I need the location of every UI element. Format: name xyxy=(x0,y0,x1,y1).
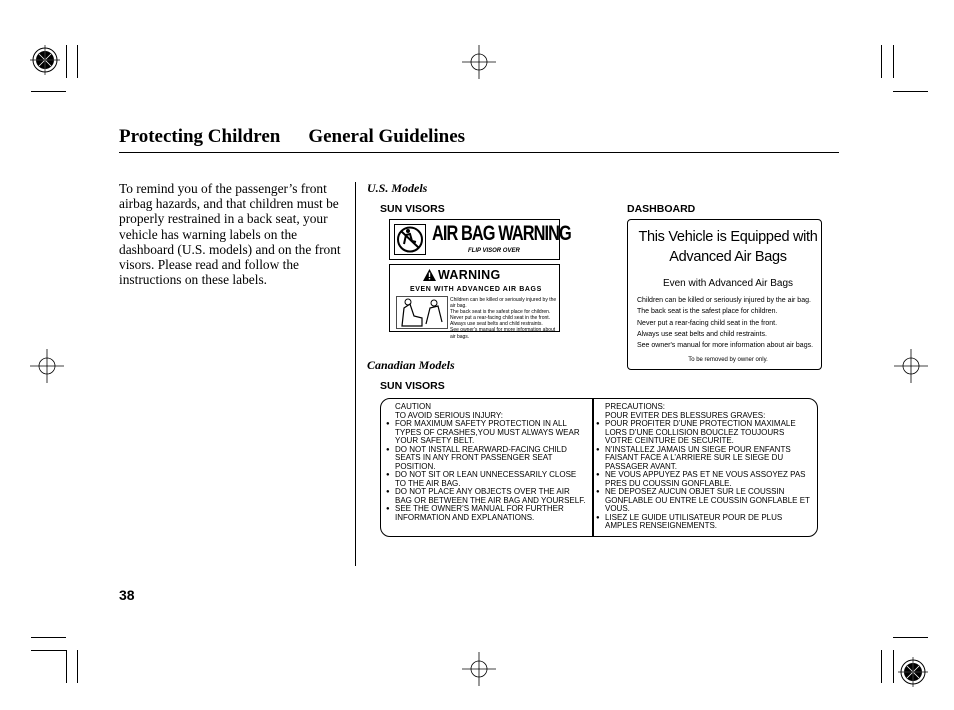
warning-line: Always use seat belts and child restraints. xyxy=(450,321,543,328)
dashboard-card-note: To be removed by owner only. xyxy=(688,357,768,363)
warning-triangle-icon xyxy=(423,269,436,281)
warning-line: The back seat is the safest place for children. xyxy=(450,309,551,316)
caution-heading: CAUTION xyxy=(395,402,431,411)
caution-item: ● DO NOT INSTALL REARWARD-FACING CHILD SEATS IN ANY FRONT PASSENGER SEAT POSITION. xyxy=(386,446,586,472)
caution-intro: TO AVOID SERIOUS INJURY: xyxy=(395,410,504,420)
dashboard-title-line: Advanced Air Bags xyxy=(669,249,787,265)
body-paragraph: To remind you of the passenger’s front airbag hazards, and that children must be properly restrained in a back seat, your vehicle has warning labels on the dashboard (U.S. models) and on the front visors. Please read and follow the instructions on these labels. xyxy=(119,181,341,288)
child-seat-icon xyxy=(396,296,448,329)
caution-item: ● SEE THE OWNER’S MANUAL FOR FURTHER INFORMATION AND EXPLANATIONS. xyxy=(386,505,586,522)
us-models-heading: U.S. Models xyxy=(367,181,428,195)
caution-item: ● FOR MAXIMUM SAFETY PROTECTION IN ALL TYPES OF CRASHES,YOU MUST ALWAYS WEAR YOUR SAFETY BELT. xyxy=(386,420,586,446)
precautions-item: ● POUR PROFITER D’UNE PROTECTION MAXIMALE LORS D’UNE COLLISION BOUCLEZ TOUJOURS VOTRE CEINTURE DE SECURITE. xyxy=(596,420,814,446)
warning-title: WARNING xyxy=(438,268,501,282)
caution-item: ● DO NOT SIT OR LEAN UNNECESSARILY CLOSE TO THE AIR BAG. xyxy=(386,471,586,488)
page-number: 38 xyxy=(119,587,135,603)
warning-label xyxy=(389,264,560,340)
caution-english-column xyxy=(386,403,586,522)
dashboard-title-line: This Vehicle is Equipped with xyxy=(638,229,818,245)
no-child-seat-icon xyxy=(394,224,426,255)
crosshair-mark-icon xyxy=(462,45,496,79)
dashboard-line: Never put a rear-facing child seat in the front. xyxy=(637,319,778,327)
caution-item: ● DO NOT PLACE ANY OBJECTS OVER THE AIR BAG OR BETWEEN THE AIR BAG AND YOURSELF. xyxy=(386,488,586,505)
dashboard-card-lines xyxy=(637,295,822,351)
dashboard-line: Children can be killed or seriously injured by the air bag. xyxy=(637,297,811,304)
sun-visors-label: SUN VISORS xyxy=(380,380,445,392)
crosshair-mark-icon xyxy=(462,652,496,686)
warning-lines xyxy=(450,297,560,340)
warning-line: See owner's manual for more information about air bags. xyxy=(450,327,556,340)
precautions-item: ● NE VOUS APPUYEZ PAS ET NE VOUS ASSOYEZ PAS PRES DU COUSSIN GONFLABLE. xyxy=(596,471,814,488)
dashboard-line: Always use seat belts and child restraints. xyxy=(637,330,767,338)
section-title: Protecting Children xyxy=(119,126,281,147)
dashboard-card-subtitle: Even with Advanced Air Bags xyxy=(662,278,794,289)
airbag-warning-title: AIR BAG WARNING xyxy=(432,222,571,245)
warning-subtitle: EVEN WITH ADVANCED AIR BAGS xyxy=(410,286,542,293)
canadian-models-heading: Canadian Models xyxy=(367,358,455,372)
precautions-intro: POUR EVITER DES BLESSURES GRAVES: xyxy=(605,410,766,420)
header-rule xyxy=(119,152,839,153)
registration-mark-icon xyxy=(898,657,928,687)
subsection-title: General Guidelines xyxy=(308,126,466,147)
crosshair-mark-icon xyxy=(30,349,64,383)
precautions-heading: PRECAUTIONS: xyxy=(605,402,666,411)
warning-line: Never put a rear-facing child seat in the front. xyxy=(450,315,551,322)
precautions-item: ● NE DEPOSEZ AUCUN OBJET SUR LE COUSSIN GONFLABLE OU ENTRE LE COUSSIN GONFLABLE ET VOUS. xyxy=(596,488,814,514)
page-header xyxy=(119,126,493,148)
precautions-item: ● LISEZ LE GUIDE UTILISATEUR POUR DE PLUS AMPLES RENSEIGNEMENTS. xyxy=(596,514,814,531)
warning-line: Children can be killed or seriously injured by the air bag. xyxy=(450,297,557,310)
dashboard-line: The back seat is the safest place for children. xyxy=(637,308,778,316)
column-divider xyxy=(355,182,356,566)
sun-visors-label: SUN VISORS xyxy=(380,203,445,215)
precautions-item: ● N’INSTALLEZ JAMAIS UN SIEGE POUR ENFANTS FAISANT FACE A L’ARRIERE SUR LE SIEGE DU PASSAGER AVANT. xyxy=(596,446,814,472)
dashboard-line: See owner's manual for more information about air bags. xyxy=(637,342,814,350)
airbag-warning-label xyxy=(389,219,571,260)
dashboard-card-title xyxy=(633,227,823,267)
canadian-label-divider xyxy=(592,398,594,537)
precautions-french-column xyxy=(596,403,814,531)
crosshair-mark-icon xyxy=(894,349,928,383)
registration-mark-icon xyxy=(30,45,60,75)
flip-visor-text: FLIP VISOR OVER xyxy=(468,248,520,254)
dashboard-label: DASHBOARD xyxy=(627,203,696,215)
